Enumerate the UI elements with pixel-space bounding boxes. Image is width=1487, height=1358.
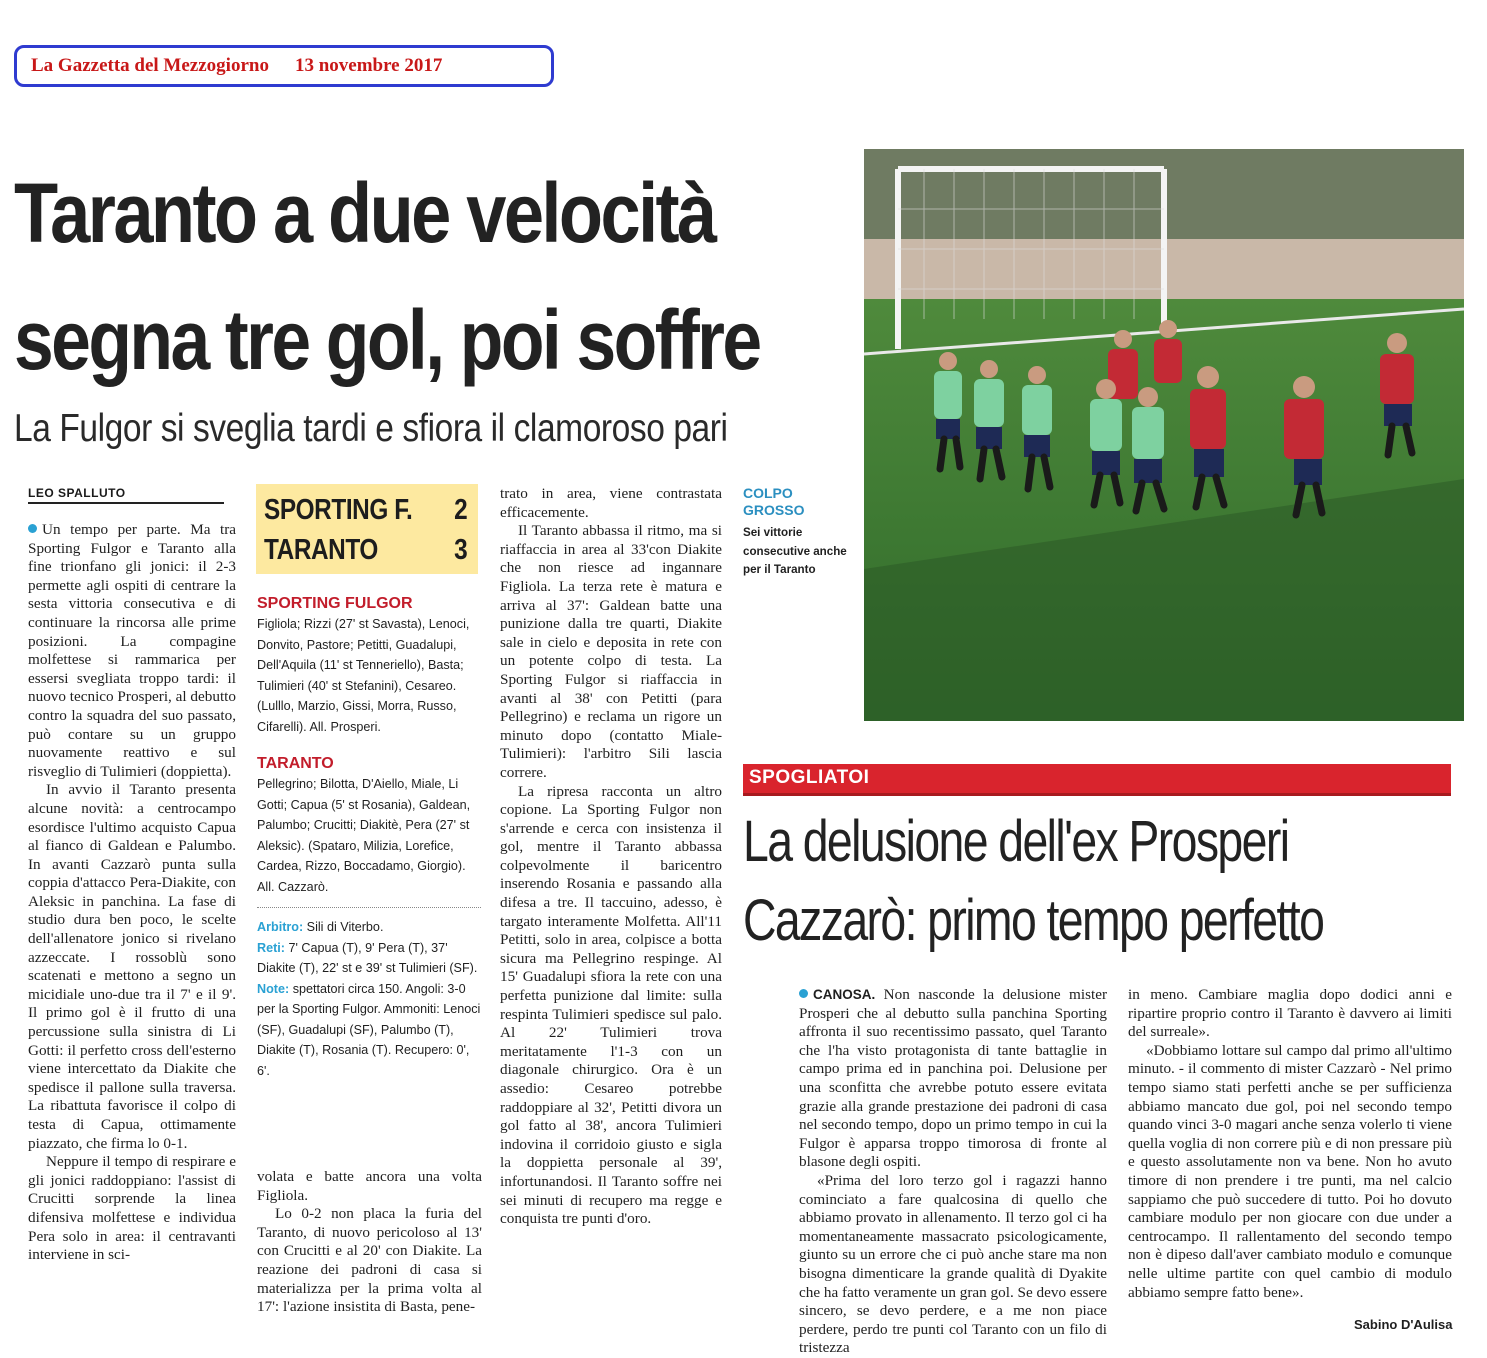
secondary-headline-1: La delusione dell'ex Prosperi (743, 809, 1289, 874)
paragraph: «Prima del loro terzo gol i ragazzi hanno cominciato a fare qualcosina di quello che abbiamo provato in allenamento. Il terzo gol ci ha momentaneamente massacrato psicologicamente, giunto su un errore che ci può anche stare ma non bisogna dimenticare la grande qualità di Dyakite che ha fatto veramente un gran gol. Se devo essere sincero, se devo perdere, e a me non piace perdere, perdo tre punti col Taranto con un filo di tristezza (799, 1171, 1107, 1357)
article-column-1 (28, 521, 236, 1265)
match-notes (257, 917, 482, 1081)
dateline: CANOSA. (813, 987, 876, 1002)
match-photo (864, 149, 1464, 721)
article-column-2 (257, 1168, 482, 1317)
paragraph: trato in area, viene contrastata efficacemente. (500, 485, 722, 521)
team-goals: 2 (454, 494, 468, 526)
paragraph: volata e batte ancora una volta Figliola. (257, 1168, 482, 1204)
bullet-dot-icon (799, 989, 808, 998)
lineup-team-a-title: SPORTING FULGOR (257, 595, 413, 612)
interview-column-2 (1128, 986, 1452, 1302)
paragraph: Un tempo per parte. Ma tra Sporting Fulgor e Taranto alla fine trionfano gli jonici: il 2-3 permette agli ospiti di centrare la sesta vittoria consecutiva e di continuare la rincorsa alle prime posizioni. La compagine molfettese si rammarica per essersi svegliata troppo tardi: il nuovo tecnico Prosperi, al debutto contro la squadra del suo passato, può contare su un gruppo nuovamente reattivo e sul risveglio di Tulimieri (doppietta). (28, 521, 236, 780)
secondary-headline-2: Cazzarò: primo tempo perfetto (743, 888, 1324, 953)
lineup-team-b-title: TARANTO (257, 755, 334, 772)
team-goals: 3 (454, 534, 468, 566)
notes-line: Note: spettatori circa 150. Angoli: 3-0 per la Sporting Fulgor. Ammoniti: Lenoci (SF), Guadalupi (SF), Palumbo (T), Diakite (T), Rosania (T). Recupero: 0', 6'. (257, 981, 481, 1078)
source-badge (14, 45, 554, 87)
lineup-team-b: Pellegrino; Bilotta, D'Aiello, Miale, Li Gotti; Capua (5' st Rosania), Galdean, Palumbo; Crucitti; Diakitè, Pera (27' st Aleksic). (Spataro, Milizia, Lorefice, Cardea, Rizzo, Boccadamo, Giorgio). All. Cazzarò. (257, 777, 471, 894)
byline: LEO SPALLUTO (28, 486, 224, 504)
paragraph: La ripresa racconta un altro copione. La Sporting Fulgor non s'arrende e cerca con insistenza il gol, mentre il Taranto abbassa colpevolmente il baricentro inserendo Rosania e passando alla difesa a tre. Il taccuino, adesso, è targato interamente Molfetta. All'11 Petitti, solo in area, colpisce a botta sicura ma Pellegrino respinge. Al 15' Guadalupi sfiora la rete con una perfetta punizione dal limite: sulla respinta Tulimieri spedisce sul palo. Al 22' Tulimieri trova meritatamente l'1-3 con un diagonale chirurgico. Ora è un assedio: Cesareo potrebbe raddoppiare al 32', Petitti divora un gol fatto al 38', ancora Tulimieri indovina il corridoio giusto e sigla la doppietta personale al 39', infortunandosi. Il Taranto soffre nei sei minuti di recupero ma regge e conquista tre punti d'oro. (500, 782, 722, 1228)
headline-line-2: segna tre gol, poi soffre (14, 293, 760, 387)
paragraph: Il Taranto abbassa il ritmo, ma si riaffaccia in area al 33'con Diakite che non riesce ad ingannare Figliola. La terza rete è matura e arriva al 37': Galdean batte una punizione dalla tre quarti, Diakite sale in cielo e deposita in rete con un potente colpo di testa. La Sporting Fulgor si riaffaccia in avanti al 38' con Petitti (para Pellegrino) e reclama un rigore un minuto dopo (contatto Miale-Tulimieri): l'arbitro Sili lascia correre. (500, 522, 722, 781)
divider (257, 907, 481, 908)
score-row-away (264, 534, 468, 567)
paragraph: «Dobbiamo lottare sul campo dal primo all'ultimo minuto. - il commento di mister Cazzarò - Nel primo tempo siamo stati perfetti anche se per sufficienza abbiamo mancato due gol, poi nel secondo tempo quando vinci 3-0 magari anche senza volerlo ti viene quella voglia di non correre più e di non pressare più e questo assolutamente non va bene. Non ho avuto timore di non prendere i tre punti, ma nel calcio sappiamo che può succedere di tutto. Poi ho dovuto cambiare modulo per non giocare con due under a centrocampo. Il rallentamento del secondo tempo non è dipeso dall'aver cambiato modulo e comunque nelle ultime partite con quel cambio di modulo abbiamo sempre fatto bene». (1128, 1041, 1452, 1301)
section-bar (743, 764, 1451, 796)
sidebar-caption-title: COLPO GROSSO (743, 485, 805, 518)
lineup-team-a: Figliola; Rizzi (27' st Savasta), Lenoci, Donvito, Pastore; Petitti, Guadalupi, Dell'Aquila (11' st Tenneriello), Basta; Tulimieri (40' st Stefanini), Cesareo. (Lulllo, Marzio, Gissi, Morra, Russo, Cifarelli). All. Prosperi. (257, 617, 470, 734)
score-row-home (264, 494, 468, 527)
headline-line-1: Taranto a due velocità (14, 166, 715, 260)
photo-illustration (864, 149, 1464, 721)
section-label: SPOGLIATOI (749, 767, 870, 788)
paragraph: CANOSA. Non nasconde la delusione mister Prosperi che al debutto sulla panchina Sporting affronta il suo recentissimo passato, quel Taranto che l'ha visto protagonista di tante battaglie in campo prima ed in panchina poi. Delusione per una sconfitta che avrebbe potuto essere evitata grazie alla grande prestazione dei padroni di casa nel secondo tempo, dopo un primo tempo in cui la Fulgor è apparsa troppo timorosa di fronte al blasone degli ospiti. (799, 986, 1107, 1171)
paragraph: Neppure il tempo di respirare e gli jonici raddoppiano: l'assist di Crucitti sorprende la linea difensiva molfettese e individua Pera solo in area: il centravanti interviene in sci- (28, 1153, 236, 1264)
goals-line: Reti: 7' Capua (T), 9' Pera (T), 37' Diakite (T), 22' st e 39' st Tulimieri (SF). (257, 940, 478, 975)
team-name: TARANTO (264, 534, 378, 566)
team-name: SPORTING F. (264, 494, 413, 526)
subheadline: La Fulgor si sveglia tardi e sfiora il clamoroso pari (14, 407, 728, 450)
source-date: 13 novembre 2017 (294, 55, 443, 76)
article-column-3 (500, 485, 722, 1229)
paragraph: Lo 0-2 non placa la furia del Taranto, di nuovo pericoloso al 13' con Crucitti e al 20' con Diakite. La reazione dei padroni di casa si materializza per la prima volta al 17': l'azione insistita di Basta, pene- (257, 1205, 482, 1316)
interview-column-1 (799, 986, 1107, 1358)
source-name: La Gazzetta del Mezzogiorno (31, 55, 269, 76)
author-signature: Sabino D'Aulisa (1354, 1317, 1453, 1332)
referee-line: Arbitro: Sili di Viterbo. (257, 920, 384, 934)
paragraph: in meno. Cambiare maglia dopo dodici anni e ripartire proprio contro il Taranto è davvero ai limiti del surreale». (1128, 986, 1452, 1041)
score-box (256, 484, 478, 574)
sidebar-caption-text: Sei vittorie consecutive anche per il Taranto (743, 526, 847, 576)
paragraph: In avvio il Taranto presenta alcune novità: a centrocampo esordisce l'ultimo acquisto Capua al fianco di Galdean e Palumbo. In avanti Cazzarò punta sulla coppia d'attacco Pera-Diakite, con Aleksic in panchina. La fase di studio dura ben poco, le scelte dell'allenatore jonico si rivelano azzeccate. I rossoblù sono scatenati e mettono a segno un micidiale uno-due tra il 7' e il 9'. Il primo gol è il frutto di una percussione sulla sinistra di Li Gotti: il perfetto cross dell'esterno viene intercettato da Diakite che spedisce il pallone sulla traversa. La ribattuta favorisce il colpo di testa di Capua, ottimamente piazzato, che firma lo 0-1. (28, 781, 236, 1152)
bullet-dot-icon (28, 524, 37, 533)
